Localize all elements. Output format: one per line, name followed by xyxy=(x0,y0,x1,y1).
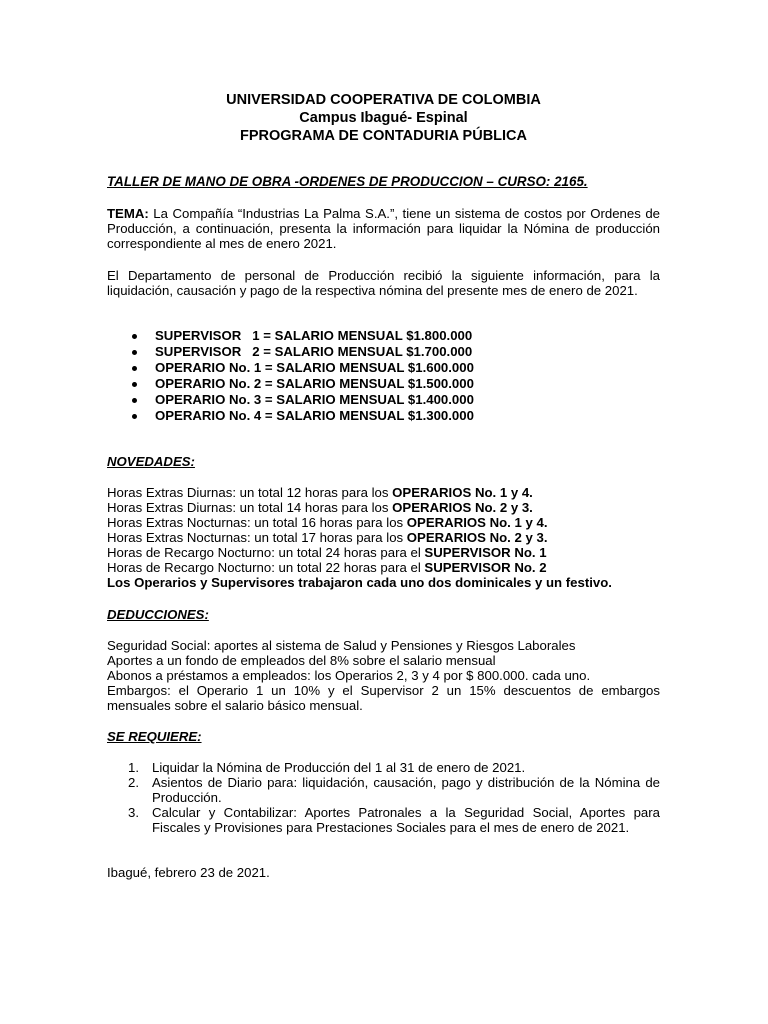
salary-item-operario-4: OPERARIO No. 4 = SALARIO MENSUAL $1.300.000 xyxy=(107,408,660,424)
departamento-paragraph: El Departamento de personal de Producción recibió la siguiente información, para la liquidación, causación y pago de la respectiva nómina del presente mes de enero de 2021. xyxy=(107,268,660,298)
salary-list xyxy=(107,328,660,424)
novedad-item: Horas Extras Diurnas: un total 12 horas para los OPERARIOS No. 1 y 4. xyxy=(107,485,533,500)
bullet-icon xyxy=(132,350,137,355)
salary-item-operario-3: OPERARIO No. 3 = SALARIO MENSUAL $1.400.000 xyxy=(107,392,660,408)
requiere-title: SE REQUIERE: xyxy=(107,729,202,744)
deduccion-item: Abonos a préstamos a empleados: los Operarios 2, 3 y 4 por $ 800.000. cada uno. xyxy=(107,668,591,683)
deducciones-list xyxy=(107,638,660,713)
novedad-item: Horas de Recargo Nocturno: un total 24 horas para el SUPERVISOR No. 1 xyxy=(107,545,547,560)
deducciones-title: DEDUCCIONES: xyxy=(107,607,209,622)
tema-label: TEMA: xyxy=(107,206,149,221)
novedades-closing: Los Operarios y Supervisores trabajaron cada uno dos dominicales y un festivo. xyxy=(107,575,612,590)
novedades-list xyxy=(107,485,660,590)
bullet-icon xyxy=(132,382,137,387)
program-name: FPROGRAMA DE CONTADURIA PÚBLICA xyxy=(239,128,528,144)
document-header xyxy=(107,91,660,145)
bullet-icon xyxy=(132,414,137,419)
salary-item-operario-1: OPERARIO No. 1 = SALARIO MENSUAL $1.600.000 xyxy=(107,360,660,376)
bullet-icon xyxy=(132,398,137,403)
requiere-item: 3. Calcular y Contabilizar: Aportes Patronales a la Seguridad Social, Aportes para Fiscales y Provisiones para Prestaciones Sociales para el mes de enero de 2021. xyxy=(128,805,660,835)
novedad-item: Horas Extras Nocturnas: un total 16 horas para los OPERARIOS No. 1 y 4. xyxy=(107,515,548,530)
requiere-list xyxy=(107,760,660,835)
university-name: UNIVERSIDAD COOPERATIVA DE COLOMBIA xyxy=(226,92,541,108)
novedad-item: Horas Extras Diurnas: un total 14 horas para los OPERARIOS No. 2 y 3. xyxy=(107,500,533,515)
deduccion-item: Embargos: el Operario 1 un 10% y el Supervisor 2 un 15% descuentos de embargos mensuales sobre el salario básico mensual. xyxy=(107,683,660,713)
tema-text: La Compañía “Industrias La Palma S.A.”, tiene un sistema de costos por Ordenes de Producción, a continuación, presenta la información para liquidar la Nómina de producción correspondiente al mes de enero 2021. xyxy=(107,206,660,251)
taller-title: TALLER DE MANO DE OBRA -ORDENES DE PRODUCCION – CURSO: 2165. xyxy=(107,174,588,189)
bullet-icon xyxy=(132,334,137,339)
salary-item-operario-2: OPERARIO No. 2 = SALARIO MENSUAL $1.500.000 xyxy=(107,376,660,392)
document-date: Ibagué, febrero 23 de 2021. xyxy=(107,865,270,880)
novedad-item: Horas Extras Nocturnas: un total 17 horas para los OPERARIOS No. 2 y 3. xyxy=(107,530,548,545)
salary-item-supervisor-2: SUPERVISOR 2 = SALARIO MENSUAL $1.700.000 xyxy=(107,344,660,360)
novedades-title: NOVEDADES: xyxy=(107,454,195,469)
document-page xyxy=(107,91,660,880)
tema-paragraph xyxy=(107,206,660,251)
campus-name: Campus Ibagué- Espinal xyxy=(299,110,468,126)
bullet-icon xyxy=(132,366,137,371)
requiere-item: 2. Asientos de Diario para: liquidación, causación, pago y distribución de la Nómina de Producción. xyxy=(128,775,660,805)
deduccion-item: Seguridad Social: aportes al sistema de Salud y Pensiones y Riesgos Laborales xyxy=(107,638,576,653)
novedad-item: Horas de Recargo Nocturno: un total 22 horas para el SUPERVISOR No. 2 xyxy=(107,560,547,575)
requiere-item: 1. Liquidar la Nómina de Producción del 1 al 31 de enero de 2021. xyxy=(128,760,526,775)
salary-item-supervisor-1: SUPERVISOR 1 = SALARIO MENSUAL $1.800.000 xyxy=(107,328,660,344)
deduccion-item: Aportes a un fondo de empleados del 8% sobre el salario mensual xyxy=(107,653,496,668)
